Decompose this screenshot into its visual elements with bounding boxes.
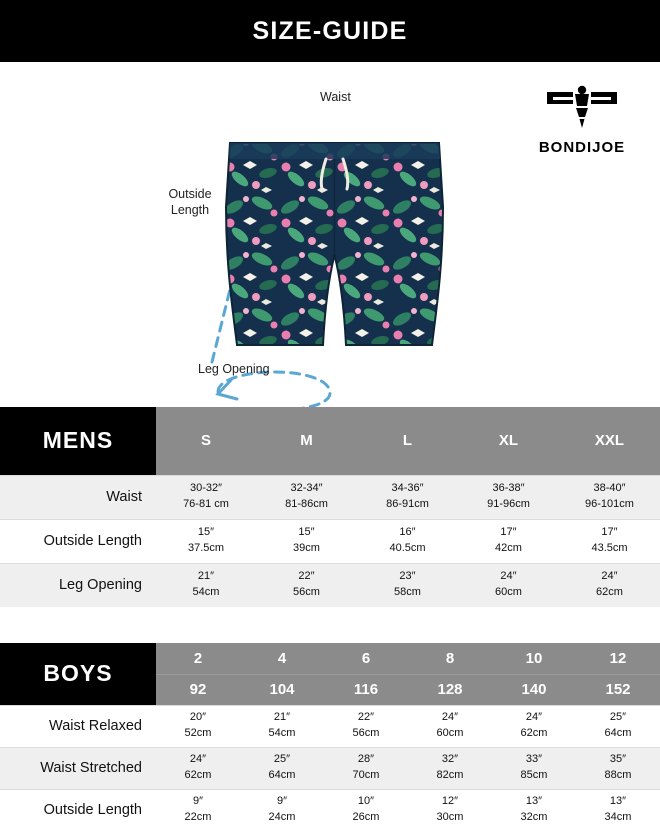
mens-leg-opening-xl: 24″ 60cm xyxy=(458,563,559,607)
mens-leg-opening-s: 21″ 54cm xyxy=(156,563,256,607)
boys-waist-stretched-6: 28″ 70cm xyxy=(324,747,408,789)
mens-leg-opening-l: 23″ 58cm xyxy=(357,563,458,607)
table-row xyxy=(0,475,660,519)
boys-size-table xyxy=(0,643,660,831)
boys-outside-length-8: 12″ 30cm xyxy=(408,789,492,831)
boys-outside-length-12: 13″ 34cm xyxy=(576,789,660,831)
boys-waist-relaxed-4: 21″ 54cm xyxy=(240,705,324,747)
boys-table-block xyxy=(0,643,660,831)
boys-height-104: 104 xyxy=(240,674,324,705)
boys-waist-stretched-4: 25″ 64cm xyxy=(240,747,324,789)
mens-title: MENS xyxy=(0,407,156,475)
boys-waist-relaxed-12: 25″ 64cm xyxy=(576,705,660,747)
boys-height-128: 128 xyxy=(408,674,492,705)
boys-title: BOYS xyxy=(0,643,156,705)
mens-row-label-leg-opening: Leg Opening xyxy=(0,563,156,607)
table-row xyxy=(0,747,660,789)
mens-outside-length-s: 15″ 37.5cm xyxy=(156,519,256,563)
page-title: SIZE-GUIDE xyxy=(252,16,408,45)
boys-age-4: 4 xyxy=(240,643,324,674)
mens-row-label-outside-length: Outside Length xyxy=(0,519,156,563)
mens-leg-opening-xxl: 24″ 62cm xyxy=(559,563,660,607)
mens-size-xl: XL xyxy=(458,407,559,475)
mens-waist-l: 34-36″ 86-91cm xyxy=(357,475,458,519)
boys-waist-relaxed-10: 24″ 62cm xyxy=(492,705,576,747)
boys-age-12: 12 xyxy=(576,643,660,674)
label-outside-length-line1: Outside xyxy=(168,187,212,201)
page-header xyxy=(0,0,660,62)
mens-waist-m: 32-34″ 81-86cm xyxy=(256,475,357,519)
mens-header-row xyxy=(0,407,660,475)
boys-outside-length-2: 9″ 22cm xyxy=(156,789,240,831)
boys-row-label-waist-stretched: Waist Stretched xyxy=(0,747,156,789)
label-waist: Waist xyxy=(320,90,351,104)
swim-shorts-graphic xyxy=(222,137,447,352)
mens-size-s: S xyxy=(156,407,256,475)
boys-age-2: 2 xyxy=(156,643,240,674)
mens-size-l: L xyxy=(357,407,458,475)
boys-height-116: 116 xyxy=(324,674,408,705)
table-spacer xyxy=(0,607,660,643)
measurement-diagram xyxy=(0,62,660,407)
boys-outside-length-6: 10″ 26cm xyxy=(324,789,408,831)
boys-height-92: 92 xyxy=(156,674,240,705)
boys-height-152: 152 xyxy=(576,674,660,705)
label-outside-length-line2: Length xyxy=(170,202,210,217)
label-outside-length xyxy=(150,187,230,218)
table-row xyxy=(0,519,660,563)
boys-age-10: 10 xyxy=(492,643,576,674)
mens-outside-length-l: 16″ 40.5cm xyxy=(357,519,458,563)
mens-row-label-waist: Waist xyxy=(0,475,156,519)
boys-waist-stretched-10: 33″ 85cm xyxy=(492,747,576,789)
boys-waist-stretched-8: 32″ 82cm xyxy=(408,747,492,789)
mens-waist-xxl: 38-40″ 96-101cm xyxy=(559,475,660,519)
boys-age-8: 8 xyxy=(408,643,492,674)
mens-size-table xyxy=(0,407,660,607)
mens-size-m: M xyxy=(256,407,357,475)
boys-outside-length-10: 13″ 32cm xyxy=(492,789,576,831)
boys-waist-relaxed-2: 20″ 52cm xyxy=(156,705,240,747)
boys-waist-stretched-12: 35″ 88cm xyxy=(576,747,660,789)
brand-name: BONDIJOE xyxy=(538,139,626,156)
table-row xyxy=(0,705,660,747)
mens-table-block xyxy=(0,407,660,607)
boys-waist-stretched-2: 24″ 62cm xyxy=(156,747,240,789)
boys-row-label-outside-length: Outside Length xyxy=(0,789,156,831)
boys-row-label-waist-relaxed: Waist Relaxed xyxy=(0,705,156,747)
boys-outside-length-4: 9″ 24cm xyxy=(240,789,324,831)
mens-size-xxl: XXL xyxy=(559,407,660,475)
mens-leg-opening-m: 22″ 56cm xyxy=(256,563,357,607)
mens-outside-length-xxl: 17″ 43.5cm xyxy=(559,519,660,563)
label-leg-opening: Leg Opening xyxy=(198,362,270,376)
mens-waist-s: 30-32″ 76-81 cm xyxy=(156,475,256,519)
table-row xyxy=(0,563,660,607)
boys-waist-relaxed-8: 24″ 60cm xyxy=(408,705,492,747)
mens-waist-xl: 36-38″ 91-96cm xyxy=(458,475,559,519)
boys-height-140: 140 xyxy=(492,674,576,705)
mens-outside-length-xl: 17″ 42cm xyxy=(458,519,559,563)
boys-age-6: 6 xyxy=(324,643,408,674)
mens-outside-length-m: 15″ 39cm xyxy=(256,519,357,563)
product-illustration xyxy=(222,137,447,352)
table-row xyxy=(0,789,660,831)
boys-header-row-age xyxy=(0,643,660,674)
boys-waist-relaxed-6: 22″ 56cm xyxy=(324,705,408,747)
